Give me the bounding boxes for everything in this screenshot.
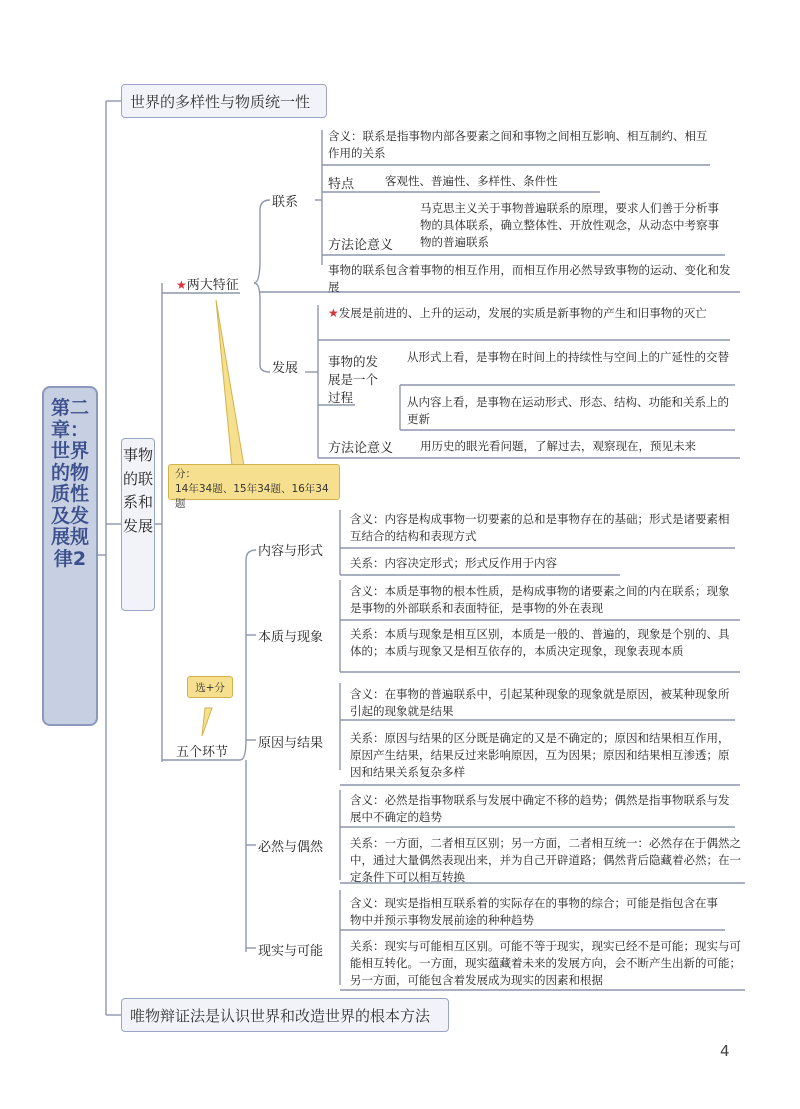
relation-note: 事物的联系包含着事物的相互作用，而相互作用必然导致事物的运动、变化和发展 bbox=[328, 263, 731, 294]
star-icon: ★ bbox=[176, 278, 187, 292]
branch-two-features-label: 两大特征 bbox=[186, 278, 239, 293]
fazhan-content: 从内容上看，是事物在运动形式、形态、结构、功能和关系上的更新 bbox=[407, 395, 729, 426]
lianxi-method: 马克思主义关于事物普遍联系的原理，要求人们善于分析事物的具体联系，确立整体性、开放性观念，从动态中考察事物的普遍联系 bbox=[420, 201, 719, 249]
pair-label: 现实与可能 bbox=[258, 944, 324, 959]
fazhan-form: 从形式上看，是事物在时间上的持续性与空间上的广延性的交替 bbox=[407, 350, 729, 364]
fazhan-method: 用历史的眼光看问题，了解过去，观察现在，预见未来 bbox=[420, 439, 696, 453]
fazhan-essence-text: 发展是前进的、上升的运动，发展的实质是新事物的产生和旧事物的灭亡 bbox=[338, 306, 707, 320]
callout-fen-line2: 14年34题、15年34题、16年34题 bbox=[175, 483, 329, 510]
pair-label: 内容与形式 bbox=[258, 544, 324, 559]
pair-label: 原因与结果 bbox=[258, 736, 324, 751]
node-fazhan: 发展 bbox=[272, 361, 299, 376]
star-icon: ★ bbox=[328, 306, 339, 320]
pair-meaning: 含义：内容是构成事物一切要素的总和是事物存在的基础；形式是诸要素相互结合的结构和表现方式 bbox=[350, 512, 730, 543]
callout-fen bbox=[168, 464, 340, 510]
pair-label: 本质与现象 bbox=[258, 630, 324, 645]
node-lianxi: 联系 bbox=[272, 195, 299, 210]
fazhan-essence bbox=[328, 305, 718, 322]
pair-label: 必然与偶然 bbox=[258, 840, 324, 855]
middle-node-development: 事物的联系和发展 bbox=[121, 438, 155, 611]
callout-xuan: 选+分 bbox=[187, 676, 233, 698]
callout-fen-line1: 分： bbox=[175, 468, 196, 480]
top-topic-box: 世界的多样性与物质统一性 bbox=[121, 84, 327, 118]
lianxi-method-label: 方法论意义 bbox=[328, 238, 394, 253]
pair-meaning: 含义：本质是事物的根本性质，是构成事物的诸要素之间的内在联系；现象是事物的外部联系和表面特征，是事物的外在表现 bbox=[350, 584, 730, 615]
fazhan-method-label: 方法论意义 bbox=[328, 441, 394, 456]
lianxi-meaning: 含义：联系是指事物内部各要素之间和事物之间相互影响、相互制约、相互作用的关系 bbox=[328, 129, 708, 160]
fazhan-process-label: 事物的发展是一个过程 bbox=[328, 354, 379, 405]
pair-relation: 关系：一方面，二者相互区别；另一方面，二者相互统一：必然存在于偶然之中，通过大量偶然表现出来，并为自己开辟道路；偶然背后隐藏着必然；在一定条件下可以相互转换 bbox=[350, 836, 741, 884]
pair-relation: 关系：原因与结果的区分既是确定的又是不确定的；原因和结果相互作用，原因产生结果，结果反过来影响原因，互为因果；原因和结果相互渗透；原因和结果关系复杂多样 bbox=[350, 731, 730, 779]
pair-relation: 关系：现实与可能相互区别。可能不等于现实，现实已经不是可能；现实与可能相互转化。一方面，现实蕴藏着未来的发展方向，会不断产生出新的可能；另一方面，可能包含着发展成为现实的因素和根据 bbox=[350, 939, 741, 987]
lianxi-tedian: 客观性、普遍性、多样性、条件性 bbox=[385, 174, 558, 188]
pair-relation: 关系：本质与现象是相互区别，本质是一般的、普遍的，现象是个别的、具体的；本质与现象又是相互依存的，本质决定现象，现象表现本质 bbox=[350, 627, 730, 658]
pair-meaning: 含义：现实是指相互联系着的实际存在的事物的综合；可能是指包含在事物中并预示事物发展前途的种种趋势 bbox=[350, 896, 718, 927]
page-number: 4 bbox=[720, 1042, 730, 1060]
pair-meaning: 含义：在事物的普遍联系中，引起某种现象的现象就是原因，被某种现象所引起的现象就是结果 bbox=[350, 687, 730, 718]
branch-five-links: 五个环节 bbox=[176, 745, 229, 760]
pair-meaning: 含义：必然是指事物联系与发展中确定不移的趋势；偶然是指事物联系与发展中不确定的趋势 bbox=[350, 793, 730, 824]
bottom-topic-box: 唯物辩证法是认识世界和改造世界的根本方法 bbox=[121, 998, 449, 1032]
root-chapter-title: 第二章：世界的物质性及发展规律2 bbox=[42, 386, 98, 726]
lianxi-tedian-label: 特点 bbox=[328, 177, 355, 192]
pair-relation: 关系：内容决定形式；形式反作用于内容 bbox=[350, 556, 557, 570]
